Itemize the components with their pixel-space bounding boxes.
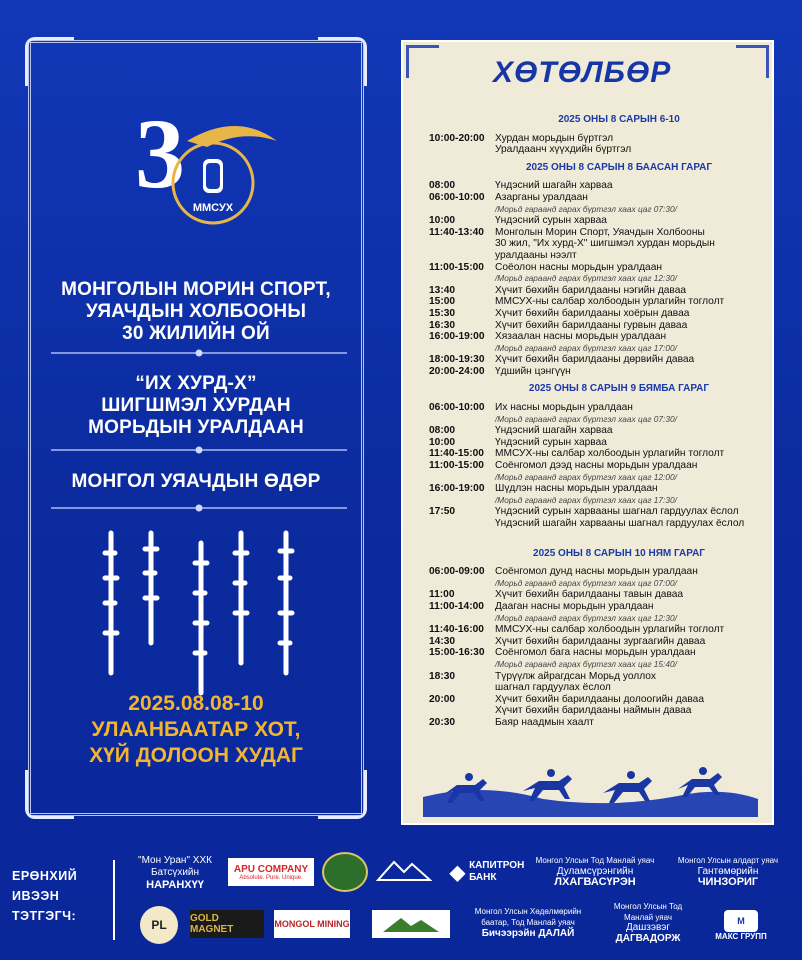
kapitron-icon: ◆ (449, 861, 466, 884)
schedule-row (429, 613, 769, 625)
schedule-time: 11:00 (429, 589, 455, 601)
ornament-corner (318, 37, 367, 86)
schedule-time (429, 613, 495, 625)
schedule-time (429, 472, 495, 484)
sponsor-line: ЛХАГВАСҮРЭН (554, 876, 636, 888)
apu-company-logo (228, 858, 314, 886)
schedule-event: Үндэсний сурын харваа (495, 215, 607, 227)
sponsor-line: Монгол Улсын Хөдөлмөрийн (474, 907, 582, 916)
sponsor-line: НАРАНХҮҮ (146, 879, 204, 891)
schedule-event: Хүчит бөхийн барилдааны гурвын даваа (495, 319, 688, 331)
schedule-time (429, 273, 495, 285)
mongol-mining-logo: MONGOL MINING (274, 910, 350, 938)
mongolian-script-text (91, 523, 311, 703)
schedule-event: Их насны морьдын уралдаан (495, 402, 633, 414)
sponsor-dalai (462, 906, 594, 939)
schedule-row (429, 694, 769, 706)
schedule-row (429, 227, 769, 239)
schedule-event: Хүчит бөхийн барилдааны хоёрын даваа (495, 307, 690, 319)
maks-icon: M (724, 910, 758, 932)
schedule-event: ММСУХ-ны салбар холбоодын урлагийн тоглолт (495, 624, 725, 636)
schedule-row (429, 296, 769, 308)
sponsor-line: ДАГВАДОРЖ (615, 932, 681, 944)
schedule-time (429, 250, 495, 262)
headline-anniversary (31, 279, 361, 345)
schedule-time: 20:00-24:00 (429, 365, 485, 377)
schedule-event: ММСУХ-ны салбар холбоодын урлагийн тоглолт (495, 296, 725, 308)
sponsors-label-line: ЕРӨНХИЙ (12, 869, 78, 883)
ornament-corner (736, 45, 769, 78)
schedule-event: ММСУХ-ны салбар холбоодын урлагийн тоглолт (495, 448, 725, 460)
schedule-time (429, 518, 495, 530)
schedule-time: 15:30 (429, 307, 456, 319)
logo-text: ММСУХ (192, 202, 234, 214)
program-schedule (429, 108, 769, 729)
schedule-row (429, 144, 769, 156)
sponsor-line: Бичээрэйн ДАЛАЙ (481, 928, 575, 939)
schedule-row (429, 566, 769, 578)
event-place-line: УЛААНБААТАР ХОТ, (91, 718, 301, 741)
schedule-row (429, 659, 769, 671)
schedule-event: Түрүүлж айрагдсан Морьд уоллох (495, 670, 656, 682)
schedule-time: 10:00 (429, 215, 456, 227)
schedule-row (429, 192, 769, 204)
headline-race (31, 373, 361, 439)
section-heading: 2025 ОНЫ 8 САРЫН 8 БААСАН ГАРАГ (525, 161, 713, 173)
schedule-row (429, 414, 769, 426)
wreath-logo (322, 852, 368, 892)
schedule-time: 10:00 (429, 436, 456, 448)
schedule-time (429, 414, 495, 426)
headline-line: МОРЬДЫН УРАЛДААН (88, 417, 304, 438)
schedule-row (429, 180, 769, 192)
schedule-time: 11:40-15:00 (429, 448, 484, 460)
schedule-row (429, 460, 769, 472)
schedule-row (429, 250, 769, 262)
schedule-event: Баяр наадмын хаалт (495, 716, 594, 728)
schedule-row (429, 717, 769, 729)
ornament-corner (25, 37, 74, 86)
gold-magnet-logo: GOLD MAGNET (190, 910, 264, 938)
schedule-row (429, 262, 769, 274)
schedule-row (429, 506, 769, 518)
schedule-event: Хурдан морьдын бүртгэл (495, 132, 614, 144)
schedule-event: Хүчит бөхийн барилдааны тавын даваа (495, 589, 684, 601)
schedule-time: 08:00 (429, 180, 456, 192)
schedule-time: 11:40-13:40 (429, 226, 484, 238)
schedule-row (429, 483, 769, 495)
schedule-row (429, 578, 769, 590)
schedule-event: Соёнгомол дунд насны морьдын уралдаан (495, 566, 698, 578)
program-title: ХӨТӨЛБӨР (493, 56, 672, 89)
schedule-event: Хүчит бөхийн барилдааны зургаагийн даваа (495, 635, 706, 647)
schedule-event: Хүчит бөхийн барилдааны долоогийн даваа (495, 693, 705, 705)
sponsor-mon-uran (130, 855, 220, 891)
schedule-note: /Морьд гараанд гарах бүртгэл хаах цаг 12:30/ (495, 612, 677, 623)
mountain-logo (376, 856, 432, 888)
headline-line: “ИХ ХУРД-Х” (135, 373, 257, 394)
sponsor-line: Монгол Улсын Тод Манлай уяач (535, 856, 655, 865)
schedule-time: 15:00-16:30 (429, 647, 485, 659)
schedule-row (429, 320, 769, 332)
sponsor-chinzorig (662, 855, 794, 888)
schedule-time: 13:40 (429, 284, 456, 296)
schedule-time (429, 578, 495, 590)
schedule-event: Үндэсний сурын харваа (495, 436, 607, 448)
pl-logo: PL (140, 906, 178, 944)
schedule-event: Үндэсний сурын харвааны шагнал гардуулах ёслол (495, 506, 739, 518)
schedule-note: /Морьд гараанд гарах бүртгэл хаах цаг 07:00/ (495, 577, 677, 588)
schedule-time: 11:00-15:00 (429, 261, 484, 273)
sponsor-line: Монгол Улсын алдарт уяач (677, 856, 779, 865)
schedule-row (429, 308, 769, 320)
schedule-time: 20:00 (429, 693, 456, 705)
apu-logo-subtext: Absolute. Pure. Unique. (239, 874, 303, 881)
sponsor-line: Батсүхийн (150, 867, 200, 878)
schedule-time: 11:00-14:00 (429, 600, 484, 612)
sponsors-label-line: ИВЭЭН (12, 889, 60, 903)
left-panel (28, 40, 364, 816)
schedule-row (429, 437, 769, 449)
schedule-event: 30 жил, "Их хурд-Х" шигшмэл хурдан морьдын (495, 238, 715, 250)
anniversary-logo (127, 101, 277, 241)
sponsor-line: "Мон Уран" ХХК (138, 855, 212, 866)
schedule-event: Монголын Морин Спорт, Уяачдын Холбооны (495, 226, 705, 238)
schedule-event: Хүчит бөхийн барилдааны дөрвийн даваа (495, 354, 695, 366)
schedule-event: Дааган насны морьдын уралдаан (495, 600, 654, 612)
schedule-note: /Морьд гараанд гарах бүртгэл хаах цаг 17:00/ (495, 342, 677, 353)
section-heading: 2025 ОНЫ 8 САРЫН 6-10 (558, 114, 680, 125)
maks-group-logo (708, 904, 774, 946)
ornament-corner (25, 770, 74, 819)
schedule-event: Үдшийн цэнгүүн (495, 365, 571, 377)
ornament-divider (51, 445, 347, 455)
sponsor-line: Гантөмөрийн (697, 866, 759, 877)
schedule-row (429, 589, 769, 601)
ornament-corner (318, 770, 367, 819)
schedule-time (429, 705, 495, 717)
schedule-row (429, 518, 769, 530)
schedule-time (429, 682, 495, 694)
schedule-event: Үндэсний шагайн харвааны шагнал гардуулах ёслол (495, 518, 745, 529)
schedule-row (429, 636, 769, 648)
schedule-row (429, 705, 769, 717)
event-date-place (31, 691, 361, 769)
ornament-corner (406, 45, 439, 78)
headline-trainers-day: МОНГОЛ УЯАЧДЫН ӨДӨР (71, 471, 321, 492)
event-date: 2025.08.08-10 (128, 692, 264, 715)
section-heading: 2025 ОНЫ 8 САРЫН 9 БЯМБА ГАРАГ (528, 383, 710, 395)
schedule-time: 18:30 (429, 670, 456, 682)
schedule-time (429, 659, 495, 671)
horse-riders-illustration (423, 747, 758, 817)
sponsor-dagvadorj (600, 902, 696, 944)
sponsors-label-line: ТЭТГЭГЧ: (12, 909, 77, 923)
schedule-time: 11:40-16:00 (429, 624, 484, 636)
schedule-time: 11:00-15:00 (429, 460, 484, 472)
section-heading: 2025 ОНЫ 8 САРЫН 10 НЯМ ГАРАГ (533, 547, 705, 559)
sponsor-line: Манлай уяач (623, 912, 673, 922)
shuteen-erdene-logo (372, 910, 450, 938)
schedule-time: 18:00-19:30 (429, 354, 485, 366)
schedule-time: 15:00 (429, 296, 456, 308)
schedule-event: уралдааны нээлт (495, 249, 577, 261)
schedule-note: /Морьд гараанд гарах бүртгэл хаах цаг 07:30/ (495, 413, 677, 424)
schedule-row (429, 448, 769, 460)
schedule-time: 16:00-19:00 (429, 483, 485, 495)
schedule-event: Үндэсний шагайн харваа (495, 425, 613, 437)
schedule-note: /Морьд гараанд гарах бүртгэл хаах цаг 17:30/ (495, 494, 677, 505)
schedule-event: шагнал гардуулах ёслол (495, 682, 611, 694)
schedule-event: Соёнгомол дээд насны морьдын уралдаан (495, 460, 698, 472)
sponsor-line: баатар, Тод Манлай уяач (481, 918, 575, 927)
schedule-note: /Морьд гараанд гарах бүртгэл хаах цаг 15:40/ (495, 658, 677, 669)
ornament-divider (51, 503, 347, 513)
schedule-row (429, 647, 769, 659)
schedule-time (429, 204, 495, 216)
schedule-time: 06:00-10:00 (429, 402, 485, 414)
schedule-row (429, 331, 769, 343)
schedule-time: 10:00-20:00 (429, 132, 485, 144)
headline-line: УЯАЧДЫН ХОЛБООНЫ (85, 301, 307, 322)
headline-line: МОНГОЛЫН МОРИН СПОРТ, (61, 279, 331, 300)
schedule-row (429, 366, 769, 378)
schedule-row (429, 495, 769, 507)
event-place-line: ХҮЙ ДОЛООН ХУДАГ (89, 744, 303, 767)
schedule-time: 06:00-09:00 (429, 566, 485, 578)
sponsors-label (12, 866, 77, 926)
schedule-time: 06:00-10:00 (429, 191, 485, 203)
schedule-row (429, 624, 769, 636)
schedule-row (429, 671, 769, 683)
schedule-note: /Морьд гараанд гарах бүртгэл хаах цаг 12:30/ (495, 273, 677, 284)
schedule-row (429, 402, 769, 414)
schedule-time: 16:30 (429, 319, 456, 331)
schedule-event: Хүчит бөхийн барилдааны нэгийн даваа (495, 284, 687, 296)
sponsor-line: ЧИНЗОРИГ (697, 876, 759, 888)
schedule-row (429, 472, 769, 484)
footer-divider (113, 860, 115, 940)
schedule-time (429, 343, 495, 355)
schedule-row (429, 273, 769, 285)
schedule-time: 16:00-19:00 (429, 331, 485, 343)
schedule-row (429, 425, 769, 437)
schedule-row (429, 204, 769, 216)
schedule-note: /Морьд гараанд гарах бүртгэл хаах цаг 07:30/ (495, 203, 677, 214)
kapitron-bank-logo (444, 856, 530, 888)
schedule-row (429, 285, 769, 297)
schedule-note: /Морьд гараанд гарах бүртгэл хаах цаг 12:00/ (495, 471, 677, 482)
apu-logo-text: APU COMPANY (233, 863, 309, 875)
schedule-event: Хязаалан насны морьдын уралдаан (495, 331, 667, 343)
sponsor-lkhagvasuren (534, 855, 656, 888)
maks-name: МАКС ГРУПП (715, 931, 767, 941)
schedule-time: 20:30 (429, 716, 456, 728)
schedule-row (429, 601, 769, 613)
schedule-event: Шүдлэн насны морьдын уралдаан (495, 483, 658, 495)
schedule-time (429, 495, 495, 507)
sponsor-line: Дашзэвэг (625, 922, 671, 933)
schedule-row (429, 238, 769, 250)
schedule-event: Соёолон насны морьдын уралдаан (495, 261, 662, 273)
sponsor-line: Дуламсүрэнгийн (556, 866, 634, 877)
schedule-time: 17:50 (429, 506, 456, 518)
schedule-event: Хүчит бөхийн барилдааны наймын даваа (495, 705, 692, 717)
schedule-time: 14:30 (429, 635, 456, 647)
schedule-event: Азарганы уралдаан (495, 191, 588, 203)
headline-line: ШИГШМЭЛ ХУРДАН (101, 395, 291, 416)
schedule-time (429, 144, 495, 156)
schedule-row (429, 133, 769, 145)
kapitron-name: КАПИТРОН (469, 860, 525, 871)
program-panel (401, 40, 774, 825)
logo-number: 3 (135, 101, 185, 209)
headline-line: 30 ЖИЛИЙН ОЙ (122, 323, 270, 344)
sponsor-line: Монгол Улсын Тод (613, 902, 683, 911)
schedule-row (429, 682, 769, 694)
schedule-event: Уралдаанч хүүхдийн бүртгэл (495, 144, 632, 156)
schedule-row (429, 215, 769, 227)
schedule-event: Соёнгомол бага насны морьдын уралдаан (495, 647, 696, 659)
schedule-time (429, 238, 495, 250)
schedule-row (429, 343, 769, 355)
kapitron-name: БАНК (469, 872, 497, 883)
schedule-row (429, 354, 769, 366)
ornament-divider (51, 348, 347, 358)
schedule-event: Үндэсний шагайн харваа (495, 180, 613, 192)
schedule-time: 08:00 (429, 425, 456, 437)
